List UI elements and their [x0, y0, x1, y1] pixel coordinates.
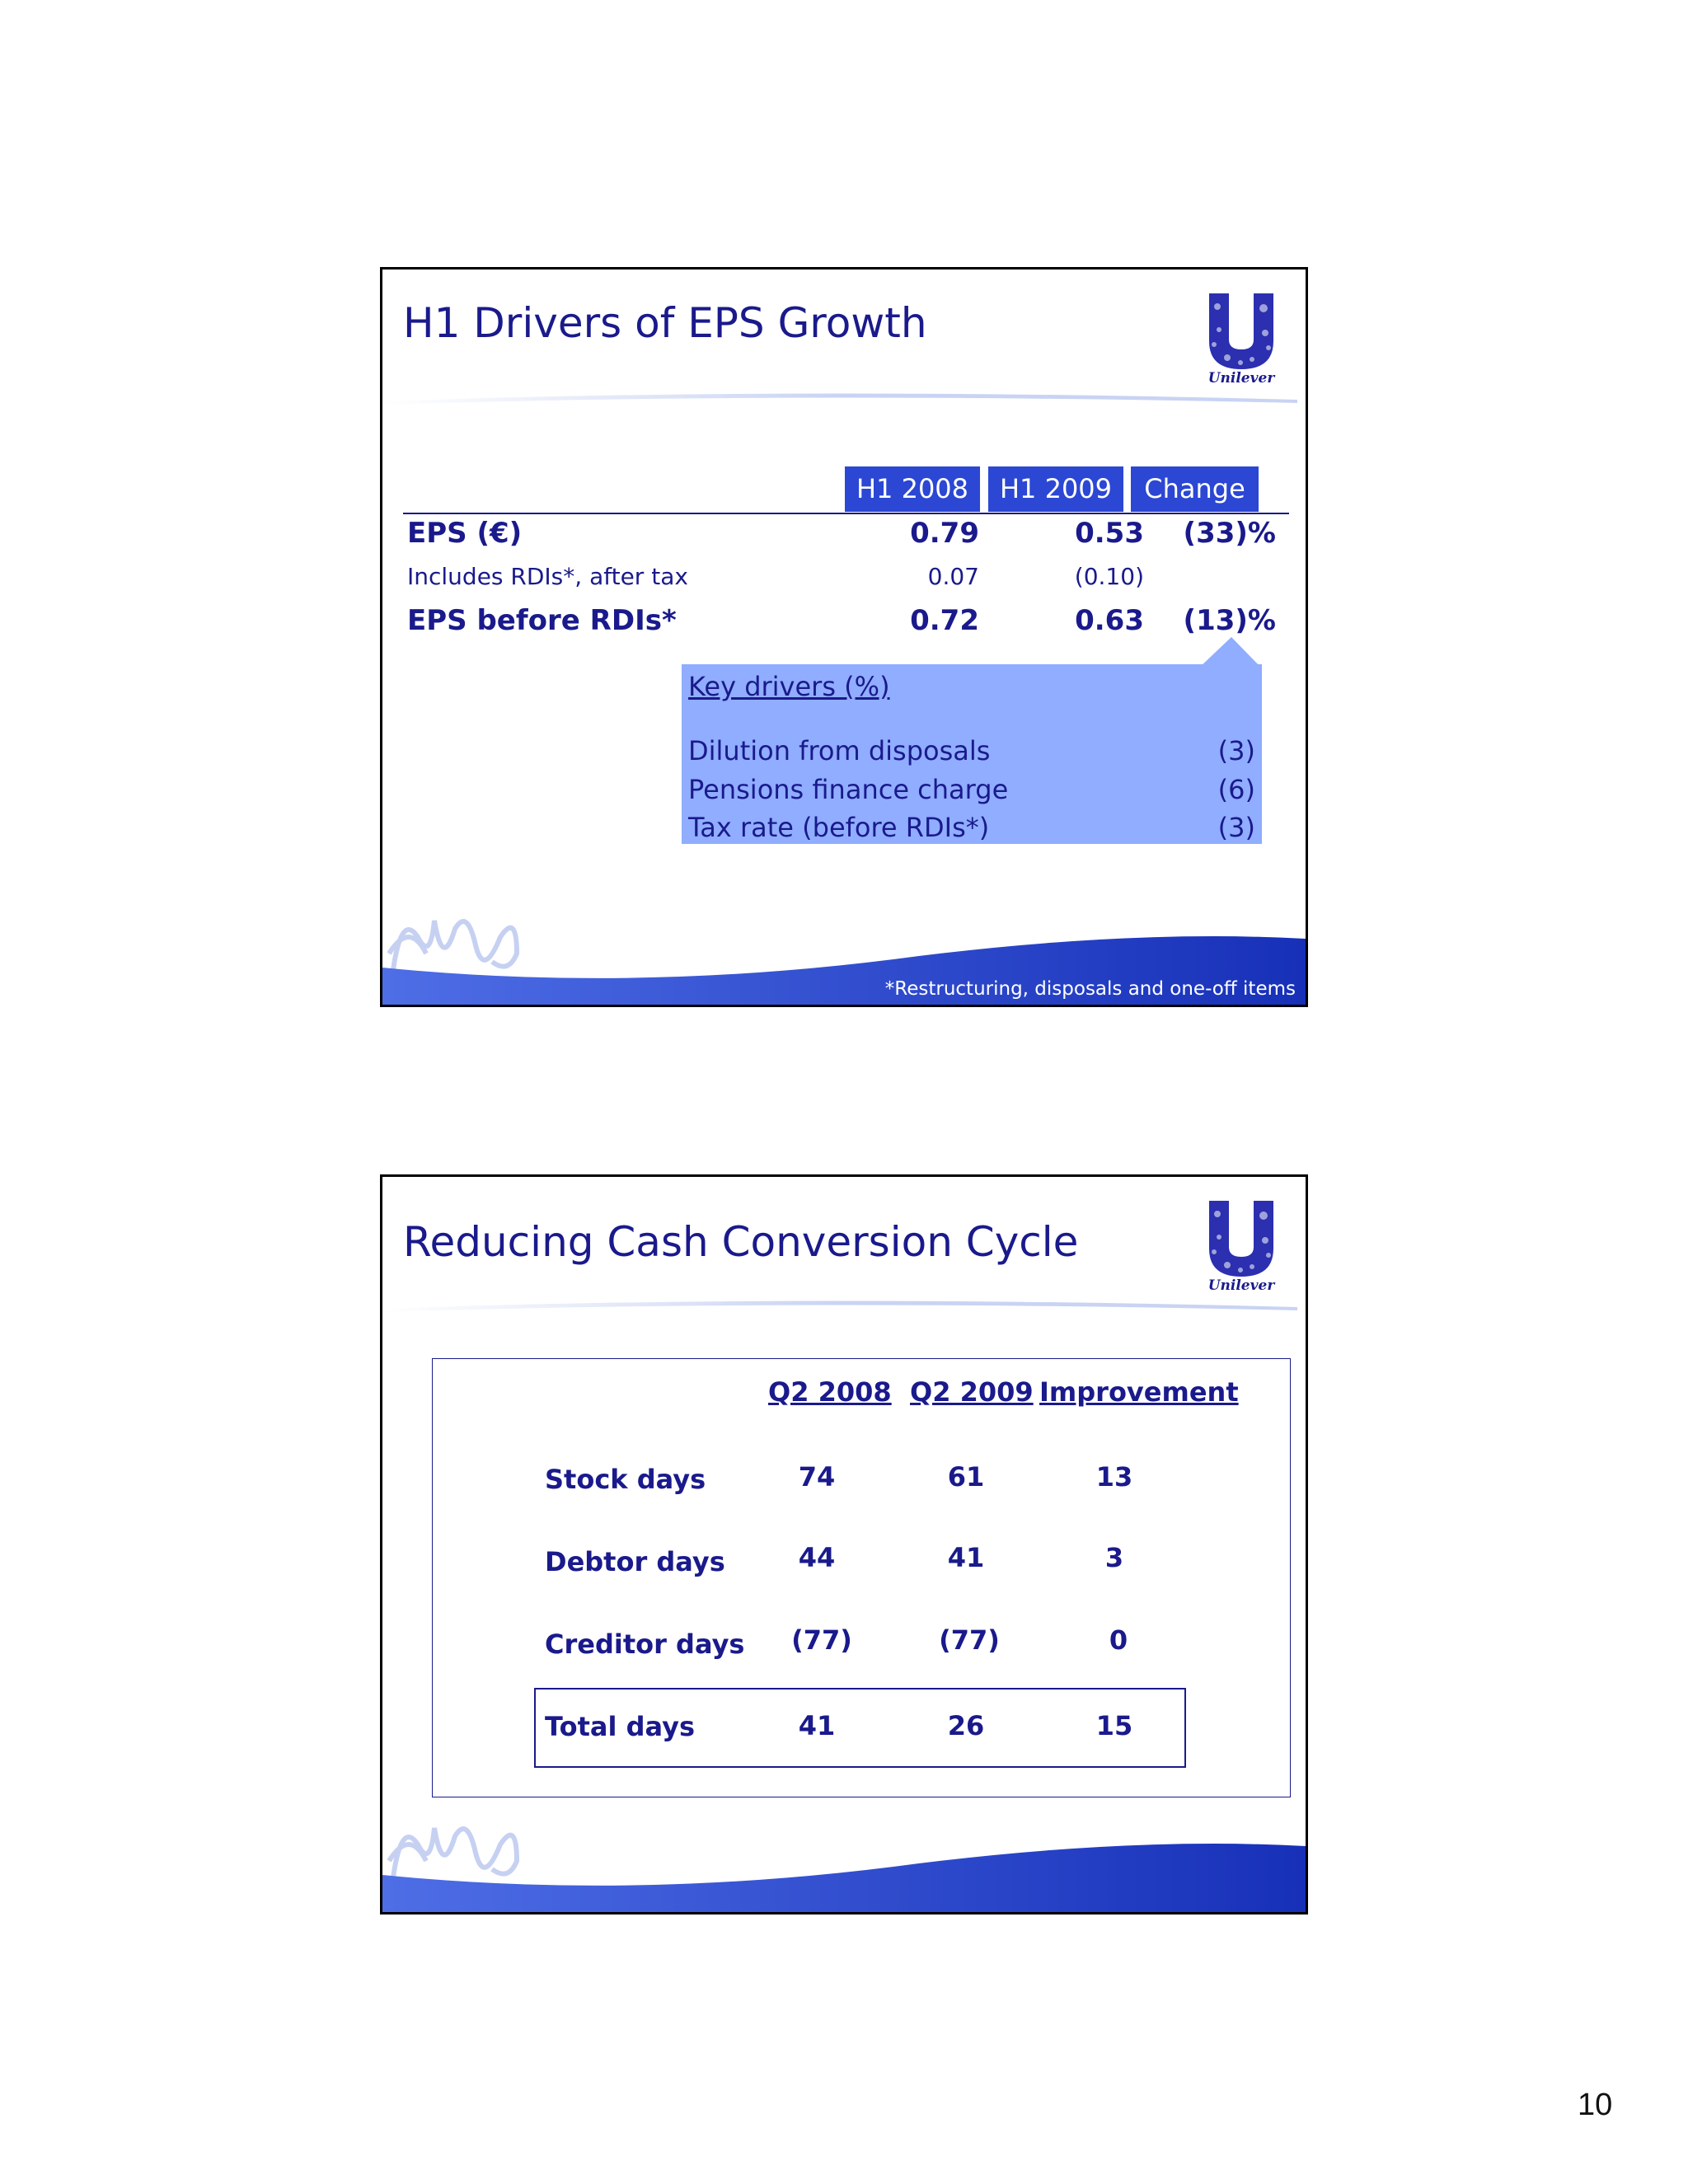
- stock-days-q2-2008: 74: [798, 1461, 836, 1493]
- column-header-h1-2009: H1 2009: [988, 466, 1123, 512]
- slide-eps-growth: [380, 267, 1308, 1007]
- row-label-rdis: Includes RDIs*, after tax: [407, 563, 688, 590]
- column-header-h1-2008: H1 2008: [845, 466, 980, 512]
- eps-before-rdis-h1-2009: 0.63: [1075, 604, 1144, 637]
- header-rule: [403, 513, 1289, 514]
- total-days-improvement: 15: [1095, 1710, 1133, 1741]
- row-label-eps-before-rdis: EPS before RDIs*: [407, 604, 677, 637]
- key-drivers-callout: [682, 664, 1262, 844]
- driver-label-tax-rate: Tax rate (before RDIs*): [688, 812, 990, 843]
- driver-label-disposals: Dilution from disposals: [688, 735, 991, 766]
- slide-cash-conversion: [380, 1174, 1308, 1915]
- rdis-h1-2009: (0.10): [1074, 563, 1144, 590]
- column-header-q2-2008: Q2 2008: [768, 1376, 892, 1408]
- footnote: *Restructuring, disposals and one-off items: [884, 978, 1296, 1000]
- callout-pointer: [1198, 635, 1264, 668]
- eps-before-rdis-h1-2008: 0.72: [910, 604, 979, 637]
- debtor-days-improvement: 3: [1104, 1542, 1124, 1573]
- creditor-days-improvement: 0: [1109, 1624, 1128, 1656]
- driver-value-pensions: (6): [1217, 774, 1255, 805]
- column-header-improvement: Improvement: [1039, 1376, 1239, 1408]
- row-label-creditor-days: Creditor days: [545, 1629, 745, 1660]
- slide-title: H1 Drivers of EPS Growth: [403, 299, 927, 347]
- debtor-days-q2-2009: 41: [947, 1542, 985, 1573]
- stock-days-improvement: 13: [1095, 1461, 1133, 1493]
- eps-before-rdis-change: (13)%: [1183, 604, 1276, 637]
- logo-wordmark: Unilever: [1207, 370, 1275, 385]
- title-underline-swoosh: [382, 385, 1306, 410]
- page-number: 10: [1578, 2088, 1613, 2122]
- slide-title: Reducing Cash Conversion Cycle: [403, 1218, 1079, 1266]
- creditor-days-q2-2008: (77): [791, 1624, 852, 1656]
- creditor-days-q2-2009: (77): [939, 1624, 1000, 1656]
- title-underline-swoosh: [382, 1292, 1306, 1317]
- key-drivers-heading: Key drivers (%): [688, 671, 890, 702]
- footer-wave: [382, 1821, 1306, 1912]
- unilever-logo: [1194, 1197, 1289, 1292]
- logo-wordmark: Unilever: [1207, 1277, 1275, 1292]
- driver-value-disposals: (3): [1217, 735, 1255, 766]
- row-label-stock-days: Stock days: [545, 1464, 706, 1495]
- rdis-h1-2008: 0.07: [927, 563, 979, 590]
- driver-label-pensions: Pensions finance charge: [688, 774, 1009, 805]
- row-label-total-days: Total days: [545, 1711, 695, 1742]
- column-header-q2-2009: Q2 2009: [910, 1376, 1034, 1408]
- column-header-change: Change: [1131, 466, 1259, 512]
- eps-h1-2008: 0.79: [910, 517, 979, 550]
- eps-h1-2009: 0.53: [1075, 517, 1144, 550]
- stock-days-q2-2009: 61: [947, 1461, 985, 1493]
- row-label-eps: EPS (€): [407, 517, 523, 550]
- eps-change: (33)%: [1183, 517, 1276, 550]
- unilever-logo: [1194, 290, 1289, 385]
- row-label-debtor-days: Debtor days: [545, 1546, 725, 1577]
- total-days-q2-2008: 41: [798, 1710, 836, 1741]
- debtor-days-q2-2008: 44: [798, 1542, 836, 1573]
- total-days-q2-2009: 26: [947, 1710, 985, 1741]
- driver-value-tax-rate: (3): [1217, 812, 1255, 843]
